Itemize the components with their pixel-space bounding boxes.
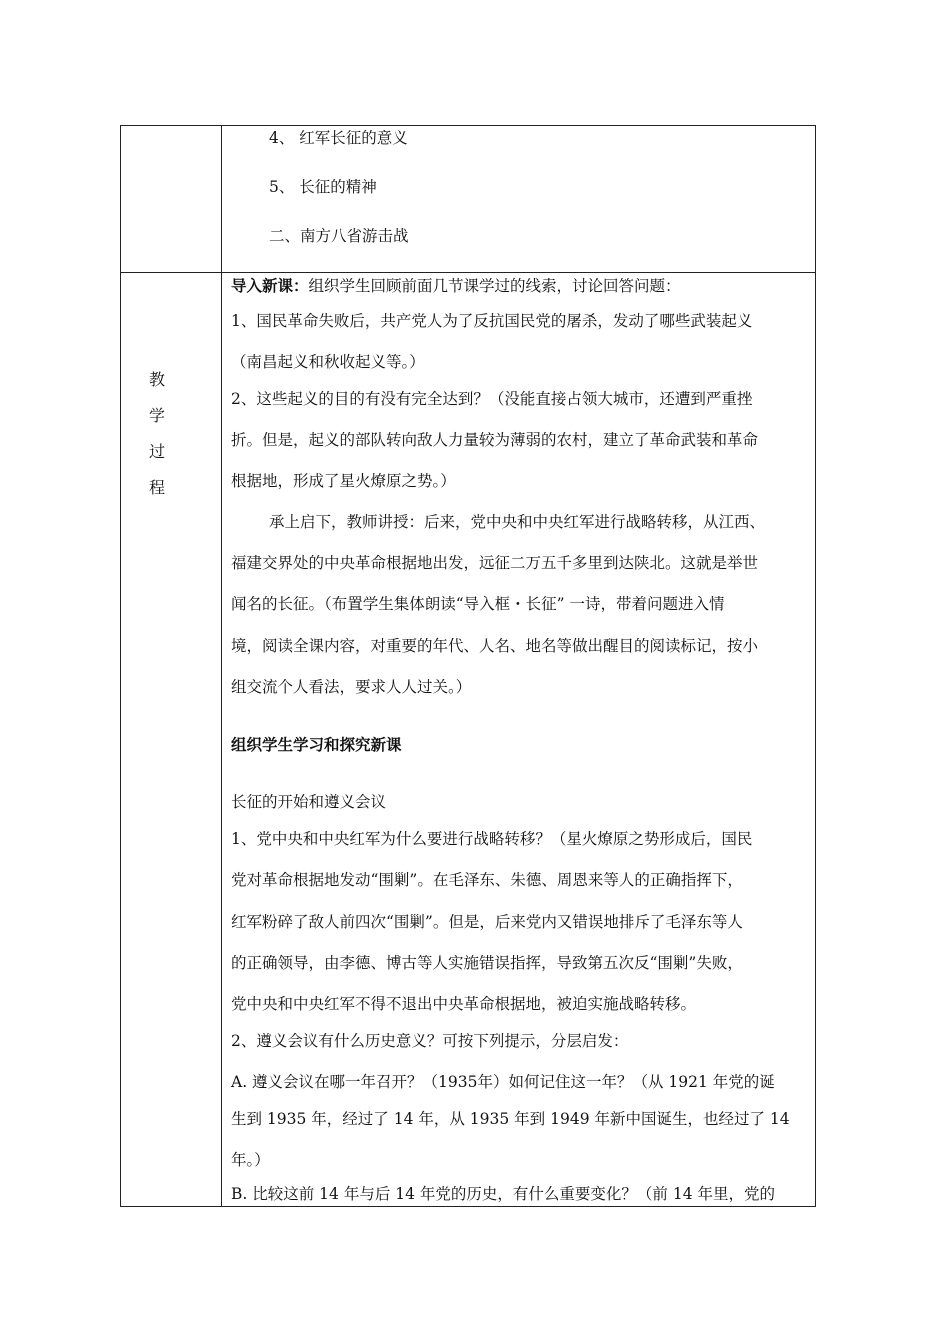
intro-heading: 导入新课： [231, 276, 309, 295]
paragraph-line: 党中央和中央红军不得不退出中央革命根据地，被迫实施战略转移。 [231, 995, 697, 1013]
section-heading [231, 735, 402, 755]
row-divider [121, 272, 815, 273]
lesson-table [120, 125, 816, 1207]
paragraph-line: （南昌起义和秋收起义等。） [231, 353, 425, 371]
paragraph-line: 1、党中央和中央红军为什么要进行战略转移？（星火燎原之势形成后，国民 [231, 830, 753, 848]
row1-item-4: 4、 红军长征的意义 [269, 129, 408, 147]
paragraph-line: 根据地，形成了星火燎原之势。） [231, 472, 456, 490]
label-char: 学 [148, 406, 165, 425]
paragraph-line: 2、这些起义的目的有没有完全达到？（没能直接占领大城市，还遭到严重挫 [231, 390, 753, 408]
paragraph-line: 闻名的长征。（布置学生集体朗读“导入框・长征” 一诗，带着问题进入情 [231, 595, 725, 613]
row1-item-5: 5、 长征的精神 [269, 178, 377, 196]
paragraph-line: 组交流个人看法，要求人人过关。） [231, 678, 472, 696]
intro-line [231, 276, 681, 296]
paragraph-line: 年。） [231, 1151, 270, 1169]
paragraph-line: 承上启下，教师讲授：后来，党中央和中央红军进行战略转移，从江西、 [269, 513, 766, 531]
paragraph-line: 生到 1935 年，经过了 14 年，从 1935 年到 1949 年新中国诞生，也经过了 14 [231, 1110, 790, 1128]
section-heading-text: 组织学生学习和探究新课 [231, 735, 402, 754]
paragraph-line: 的正确领导，由李德、博古等人实施错误指挥，导致第五次反“围剿”失败， [231, 954, 743, 972]
paragraph-line: B. 比较这前 14 年与后 14 年党的历史，有什么重要变化？（前 14 年里，党的 [231, 1185, 775, 1203]
paragraph-line: 2、遵义会议有什么历史意义？可按下列提示，分层启发： [231, 1032, 629, 1050]
intro-text: 组织学生回顾前面几节课学过的线索，讨论回答问题： [308, 277, 681, 295]
label-char: 程 [148, 478, 165, 497]
row2-label [147, 362, 167, 506]
subsection-title: 长征的开始和遵义会议 [231, 793, 387, 811]
paragraph-line: 红军粉碎了敌人前四次“围剿”。但是，后来党内又错误地排斥了毛泽东等人 [231, 913, 743, 931]
paragraph-line: 折。但是，起义的部队转向敌人力量较为薄弱的农村，建立了革命武装和革命 [231, 431, 759, 449]
paragraph-line: 党对革命根据地发动“围剿”。在毛泽东、朱德、周恩来等人的正确指挥下， [231, 871, 743, 889]
paragraph-line: 境，阅读全课内容，对重要的年代、人名、地名等做出醒目的阅读标记，按小 [231, 637, 759, 655]
label-char: 教 [148, 370, 165, 389]
column-divider [221, 126, 222, 1206]
paragraph-line: 福建交界处的中央革命根据地出发，远征二万五千多里到达陕北。这就是举世 [231, 554, 759, 572]
paragraph-line: A. 遵义会议在哪一年召开？（1935年）如何记住这一年？（从 1921 年党的诞 [231, 1073, 775, 1091]
row1-item-section2: 二、南方八省游击战 [269, 227, 409, 245]
label-char: 过 [148, 442, 165, 461]
paragraph-line: 1、国民革命失败后，共产党人为了反抗国民党的屠杀，发动了哪些武装起义 [231, 312, 753, 330]
